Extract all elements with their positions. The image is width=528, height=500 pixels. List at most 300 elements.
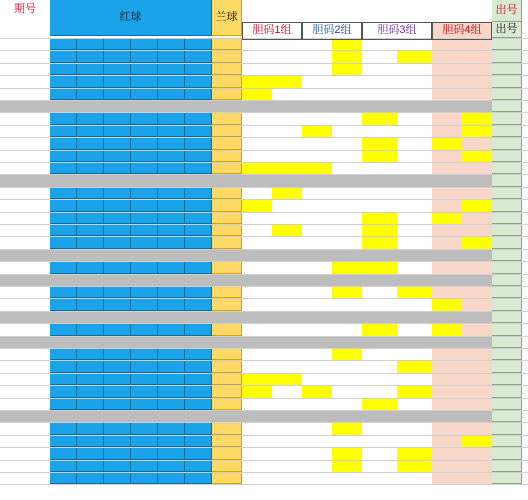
group-cell	[242, 75, 272, 87]
group-cell	[302, 224, 332, 236]
group-cell	[397, 373, 432, 385]
red-ball-cell	[185, 75, 212, 87]
out-count-cell	[492, 447, 522, 459]
red-ball-cell	[158, 298, 185, 310]
period-cell	[0, 38, 50, 50]
red-ball-cell	[131, 472, 158, 484]
header-group-3: 胆码3组	[377, 23, 417, 36]
red-ball-cell	[77, 385, 104, 397]
blue-ball-cell	[212, 336, 242, 348]
red-ball-cell	[131, 199, 158, 211]
group-cell	[432, 125, 462, 137]
row-divider	[0, 385, 528, 386]
red-ball-cell	[104, 137, 131, 149]
group-cell	[332, 75, 362, 87]
row-divider	[0, 75, 528, 76]
group-cell	[397, 435, 432, 447]
group-cell	[302, 360, 332, 372]
red-ball-cell	[185, 187, 212, 199]
red-ball-cell	[77, 199, 104, 211]
period-cell	[0, 150, 50, 162]
group-cell	[272, 162, 302, 174]
group-cell	[362, 199, 397, 211]
group-cell	[397, 224, 432, 236]
group-cell	[432, 249, 462, 261]
group-cell	[332, 212, 362, 224]
group-cell	[302, 323, 332, 335]
blue-ball-cell	[212, 150, 242, 162]
group-cell	[332, 137, 362, 149]
red-ball-cell	[50, 125, 77, 137]
red-ball-cell	[158, 274, 185, 286]
red-ball-cell	[185, 422, 212, 434]
group-cell	[462, 323, 492, 335]
out-count-cell	[492, 100, 522, 112]
red-ball-cell	[50, 435, 77, 447]
group-cell	[272, 274, 302, 286]
red-ball-cell	[158, 336, 185, 348]
red-ball-cell	[185, 435, 212, 447]
out-count-cell	[492, 224, 522, 236]
group-cell	[272, 249, 302, 261]
group-cell	[302, 274, 332, 286]
group-cell	[397, 88, 432, 100]
group-cell	[272, 422, 302, 434]
group-cell	[462, 75, 492, 87]
group-cell	[242, 274, 272, 286]
period-cell	[0, 360, 50, 372]
period-cell	[0, 50, 50, 62]
group-cell	[362, 50, 397, 62]
period-cell	[0, 348, 50, 360]
blue-ball-cell	[212, 298, 242, 310]
group-cell	[302, 199, 332, 211]
group-cell	[362, 224, 397, 236]
header-red-ball: 红球	[50, 0, 212, 36]
group-cell	[302, 298, 332, 310]
red-ball-cell	[185, 150, 212, 162]
group-cell	[397, 360, 432, 372]
group-cell	[272, 410, 302, 422]
out-count-cell	[492, 50, 522, 62]
group-cell	[432, 199, 462, 211]
red-ball-cell	[77, 336, 104, 348]
red-ball-cell	[131, 422, 158, 434]
blue-ball-cell	[212, 224, 242, 236]
group-cell	[302, 447, 332, 459]
red-ball-cell	[50, 298, 77, 310]
red-ball-cell	[131, 336, 158, 348]
group-cell	[432, 224, 462, 236]
group-cell	[462, 460, 492, 472]
red-ball-cell	[131, 298, 158, 310]
group-cell	[242, 187, 272, 199]
group-box	[302, 22, 362, 40]
group-cell	[362, 162, 397, 174]
group-cell	[462, 100, 492, 112]
group-cell	[432, 286, 462, 298]
group-cell	[397, 472, 432, 484]
red-ball-cell	[158, 360, 185, 372]
group-cell	[242, 398, 272, 410]
group-cell	[302, 249, 332, 261]
group-cell	[332, 224, 362, 236]
group-cell	[302, 472, 332, 484]
group-cell	[397, 398, 432, 410]
red-ball-cell	[50, 212, 77, 224]
red-ball-cell	[185, 162, 212, 174]
group-cell	[302, 373, 332, 385]
red-ball-cell	[185, 398, 212, 410]
group-cell	[397, 422, 432, 434]
row-divider	[0, 398, 528, 399]
group-cell	[332, 460, 362, 472]
group-cell	[302, 112, 332, 124]
red-ball-cell	[131, 360, 158, 372]
period-cell	[0, 212, 50, 224]
group-cell	[432, 212, 462, 224]
group-cell	[332, 410, 362, 422]
red-ball-cell	[104, 249, 131, 261]
red-ball-cell	[50, 286, 77, 298]
red-ball-cell	[50, 137, 77, 149]
group-cell	[302, 150, 332, 162]
red-ball-cell	[104, 336, 131, 348]
group-cell	[462, 236, 492, 248]
group-cell	[242, 311, 272, 323]
row-divider	[0, 137, 528, 138]
group-cell	[397, 447, 432, 459]
red-ball-cell	[185, 447, 212, 459]
group-cell	[397, 125, 432, 137]
red-ball-cell	[185, 311, 212, 323]
row-divider	[0, 447, 528, 448]
group-cell	[242, 336, 272, 348]
blue-ball-cell	[212, 137, 242, 149]
red-ball-cell	[50, 150, 77, 162]
blue-ball-cell	[212, 373, 242, 385]
blue-ball-cell	[212, 311, 242, 323]
header-period: 期号	[14, 2, 36, 15]
row-divider	[0, 484, 528, 485]
red-ball-cell	[104, 385, 131, 397]
red-ball-cell	[158, 100, 185, 112]
group-cell	[362, 137, 397, 149]
red-ball-cell	[131, 50, 158, 62]
group-cell	[302, 63, 332, 75]
period-cell	[0, 435, 50, 447]
red-ball-cell	[185, 373, 212, 385]
red-ball-cell	[104, 472, 131, 484]
red-ball-cell	[158, 162, 185, 174]
group-cell	[462, 63, 492, 75]
header-group-4: 胆码4组	[432, 22, 492, 38]
red-ball-cell	[77, 38, 104, 50]
red-ball-cell	[77, 348, 104, 360]
group-box	[242, 22, 302, 40]
red-ball-cell	[185, 249, 212, 261]
blue-ball-cell	[212, 212, 242, 224]
group-cell	[332, 125, 362, 137]
group-cell	[242, 125, 272, 137]
out-count-cell	[492, 249, 522, 261]
row-divider	[0, 336, 528, 337]
group-cell	[462, 336, 492, 348]
red-ball-cell	[77, 311, 104, 323]
group-cell	[462, 274, 492, 286]
group-cell	[362, 298, 397, 310]
red-ball-cell	[77, 224, 104, 236]
red-ball-cell	[50, 348, 77, 360]
group-cell	[362, 410, 397, 422]
red-ball-cell	[50, 162, 77, 174]
group-cell	[302, 398, 332, 410]
period-cell	[0, 398, 50, 410]
group-cell	[272, 75, 302, 87]
red-ball-cell	[185, 323, 212, 335]
group-cell	[362, 150, 397, 162]
blue-ball-cell	[212, 360, 242, 372]
out-count-cell	[492, 38, 522, 50]
red-ball-cell	[50, 249, 77, 261]
red-ball-cell	[131, 385, 158, 397]
red-ball-cell	[185, 63, 212, 75]
red-ball-cell	[131, 236, 158, 248]
group-cell	[462, 187, 492, 199]
red-ball-cell	[131, 286, 158, 298]
group-cell	[397, 162, 432, 174]
red-ball-cell	[50, 261, 77, 273]
group-cell	[272, 336, 302, 348]
group-cell	[462, 373, 492, 385]
blue-ball-cell	[212, 75, 242, 87]
red-ball-cell	[131, 88, 158, 100]
group-cell	[332, 447, 362, 459]
red-ball-cell	[77, 261, 104, 273]
group-cell	[462, 472, 492, 484]
red-ball-cell	[104, 360, 131, 372]
period-cell	[0, 311, 50, 323]
group-cell	[432, 422, 462, 434]
row-divider	[0, 100, 528, 101]
group-cell	[242, 137, 272, 149]
group-cell	[432, 261, 462, 273]
red-ball-cell	[104, 348, 131, 360]
group-cell	[302, 236, 332, 248]
group-cell	[242, 174, 272, 186]
group-cell	[432, 150, 462, 162]
red-ball-cell	[185, 261, 212, 273]
red-ball-cell	[185, 50, 212, 62]
red-ball-cell	[50, 472, 77, 484]
red-ball-cell	[104, 410, 131, 422]
red-ball-cell	[185, 236, 212, 248]
group-cell	[462, 261, 492, 273]
red-ball-cell	[77, 298, 104, 310]
group-cell	[242, 298, 272, 310]
out-count-cell	[492, 88, 522, 100]
group-cell	[362, 422, 397, 434]
red-ball-cell	[131, 348, 158, 360]
group-cell	[397, 274, 432, 286]
group-cell	[272, 460, 302, 472]
out-count-cell	[492, 435, 522, 447]
period-cell	[0, 88, 50, 100]
group-cell	[432, 187, 462, 199]
red-ball-cell	[185, 410, 212, 422]
red-ball-cell	[77, 125, 104, 137]
out-count-cell	[492, 75, 522, 87]
red-ball-cell	[131, 460, 158, 472]
red-ball-cell	[77, 435, 104, 447]
group-cell	[332, 199, 362, 211]
group-cell	[462, 435, 492, 447]
red-ball-cell	[50, 199, 77, 211]
red-ball-cell	[77, 286, 104, 298]
group-cell	[362, 100, 397, 112]
group-cell	[332, 385, 362, 397]
group-cell	[242, 88, 272, 100]
red-ball-cell	[185, 360, 212, 372]
blue-ball-cell	[212, 398, 242, 410]
red-ball-cell	[77, 398, 104, 410]
group-cell	[397, 261, 432, 273]
blue-ball-cell	[212, 472, 242, 484]
group-cell	[302, 435, 332, 447]
blue-ball-cell	[212, 249, 242, 261]
row-divider	[0, 311, 528, 312]
group-cell	[302, 348, 332, 360]
out-count-cell	[492, 472, 522, 484]
group-cell	[332, 274, 362, 286]
group-cell	[242, 150, 272, 162]
red-ball-cell	[185, 100, 212, 112]
group-cell	[332, 323, 362, 335]
group-cell	[432, 236, 462, 248]
blue-ball-cell	[212, 385, 242, 397]
row-divider	[0, 174, 528, 175]
red-ball-cell	[131, 112, 158, 124]
red-ball-cell	[77, 137, 104, 149]
red-ball-cell	[77, 323, 104, 335]
group-cell	[242, 199, 272, 211]
blue-ball-cell	[212, 435, 242, 447]
group-cell	[302, 100, 332, 112]
red-ball-cell	[104, 100, 131, 112]
out-count-cell	[492, 298, 522, 310]
group-cell	[432, 100, 462, 112]
group-cell	[462, 174, 492, 186]
red-ball-cell	[185, 199, 212, 211]
red-ball-cell	[77, 373, 104, 385]
out-count-cell	[492, 410, 522, 422]
blue-ball-cell	[212, 274, 242, 286]
red-ball-cell	[50, 410, 77, 422]
red-ball-cell	[185, 38, 212, 50]
group-cell	[462, 199, 492, 211]
row-divider	[0, 348, 528, 349]
red-ball-cell	[104, 323, 131, 335]
group-cell	[432, 435, 462, 447]
group-cell	[332, 373, 362, 385]
group-cell	[397, 112, 432, 124]
blue-ball-cell	[212, 447, 242, 459]
out-count-cell	[492, 385, 522, 397]
group-cell	[462, 410, 492, 422]
group-cell	[332, 472, 362, 484]
group-cell	[432, 472, 462, 484]
row-divider	[0, 125, 528, 126]
red-ball-cell	[77, 174, 104, 186]
group-cell	[362, 236, 397, 248]
red-ball-cell	[131, 162, 158, 174]
period-cell	[0, 137, 50, 149]
group-cell	[302, 261, 332, 273]
group-cell	[332, 50, 362, 62]
red-ball-cell	[158, 137, 185, 149]
red-ball-cell	[131, 323, 158, 335]
group-cell	[272, 212, 302, 224]
red-ball-cell	[50, 447, 77, 459]
row-divider	[0, 212, 528, 213]
blue-ball-cell	[212, 286, 242, 298]
group-cell	[332, 398, 362, 410]
red-ball-cell	[185, 125, 212, 137]
red-ball-cell	[131, 212, 158, 224]
red-ball-cell	[50, 323, 77, 335]
out-count-cell	[492, 348, 522, 360]
group-cell	[462, 125, 492, 137]
group-cell	[302, 162, 332, 174]
group-cell	[362, 472, 397, 484]
group-cell	[397, 199, 432, 211]
group-cell	[362, 125, 397, 137]
group-cell	[397, 75, 432, 87]
period-cell	[0, 162, 50, 174]
out-count-cell	[492, 311, 522, 323]
row-divider	[0, 472, 528, 473]
group-cell	[397, 100, 432, 112]
red-ball-cell	[50, 311, 77, 323]
group-box	[362, 22, 432, 40]
out-count-cell	[492, 323, 522, 335]
group-cell	[432, 398, 462, 410]
red-ball-cell	[104, 199, 131, 211]
row-divider	[0, 360, 528, 361]
red-ball-cell	[158, 460, 185, 472]
red-ball-cell	[104, 274, 131, 286]
group-cell	[397, 323, 432, 335]
group-cell	[332, 286, 362, 298]
red-ball-cell	[158, 125, 185, 137]
group-cell	[272, 373, 302, 385]
out-count-cell	[492, 162, 522, 174]
red-ball-cell	[50, 187, 77, 199]
group-cell	[432, 323, 462, 335]
period-cell	[0, 199, 50, 211]
group-cell	[362, 261, 397, 273]
group-cell	[242, 236, 272, 248]
group-cell	[242, 323, 272, 335]
group-cell	[272, 224, 302, 236]
group-cell	[242, 373, 272, 385]
red-ball-cell	[50, 373, 77, 385]
group-cell	[432, 410, 462, 422]
red-ball-cell	[158, 187, 185, 199]
out-count-cell	[492, 274, 522, 286]
group-cell	[432, 162, 462, 174]
red-ball-cell	[104, 187, 131, 199]
